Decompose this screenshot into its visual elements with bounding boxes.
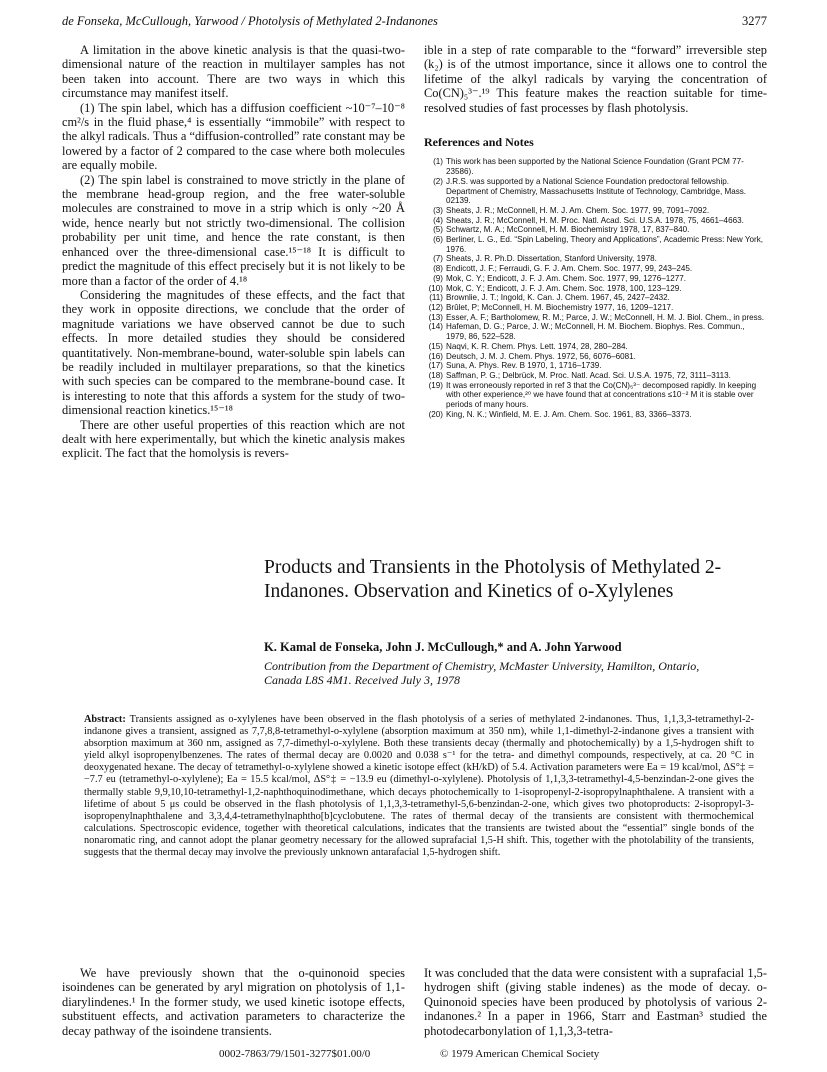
body-paragraph-left: We have previously shown that the o-quinonoid species isoindenes can be generated by aryl migration on photolysis of 1,1-diarylindenes.¹ In the former study, we used kinetic isotope effects, substituent effects, and activation parameters to characterize the decay pathway of the isoindene transients. — [62, 966, 405, 1038]
reference-text: Saffman, P. G.; Delbrück, M. Proc. Natl. Acad. Sci. U.S.A. 1975, 72, 3111–3113. — [446, 370, 731, 380]
reference-text: King, N. K.; Winfield, M. E. J. Am. Chem. Soc. 1961, 83, 3366–3373. — [446, 409, 692, 419]
reference-text: Naqvi, K. R. Chem. Phys. Lett. 1974, 28, 280–284. — [446, 341, 628, 351]
reference-text: Deutsch, J. M. J. Chem. Phys. 1972, 56, 6076–6081. — [446, 351, 636, 361]
paragraph: (1) The spin label, which has a diffusion coefficient ~10⁻⁷–10⁻⁸ cm²/s in the fluid phase,⁴ is essentially “immobile” with respect to the alkyl radicals. Thus a “diffusion-controlled” rate constant may be lowered by a factor of 2 compared to the case where both molecules are equally mobile. — [62, 100, 405, 173]
page-number: 3277 — [742, 14, 767, 28]
reference-text: Mok, C. Y.; Endicott, J. F. J. Am. Chem. Soc. 1977, 99, 1276–1277. — [446, 273, 686, 283]
paragraph: Considering the magnitudes of these effects, and the fact that they work in opposite directions, we conclude that the order of magnitude variations we have observed cannot be due to such effects. In more detailed studies they should be considered quantitatively. Non-membrane-bound, water-soluble spin labels can be readily included in multilayer preparations, so that the kinetics with such species can be compared to the membrane-bound case. It is interesting to note that this affords a system for the study of two-dimensional reaction kinetics.¹⁵⁻¹⁸ — [62, 287, 405, 418]
reference-number: (8) — [433, 264, 443, 274]
reference-number: (15) — [428, 341, 443, 351]
reference-text: Esser, A. F.; Bartholomew, R. M.; Parce, J. W.; McConnell, H. M. J. Biol. Chem., in press. — [446, 312, 764, 322]
body-paragraph-right: It was concluded that the data were consistent with a suprafacial 1,5-hydrogen shift (giving stable indenes) as the mode of decay. o-Quinonoid species have been produced by photolysis of various 2-indanones.² In a paper in 1966, Starr and Eastman³ studied the photodecarbonylation of 1,1,3,3-tetra- — [424, 966, 767, 1038]
reference-item — [424, 216, 767, 226]
reference-number: (2) — [433, 176, 443, 186]
reference-item — [424, 313, 767, 323]
reference-number: (6) — [433, 235, 443, 245]
article-title: Products and Transients in the Photolysis of Methylated 2-Indanones. Observation and Kinetics of o-Xylylenes — [264, 557, 722, 602]
reference-item — [424, 322, 767, 341]
reference-number: (14) — [428, 322, 443, 332]
reference-number: (18) — [428, 370, 443, 380]
reference-number: (16) — [428, 351, 443, 361]
paragraph: A limitation in the above kinetic analysis is that the quasi-two-dimensional nature of the reaction in multilayer samples has not been taken into account. There are two ways in which this circumstance may manifest itself. — [62, 43, 405, 101]
left-column — [62, 43, 405, 461]
paragraph: ible in a step of rate comparable to the “forward” irreversible step (k₂) is of the utmost importance, since it allows one to control the lifetime of the alkyl radicals by varying the concentration of Co(CN)₅³⁻.¹⁹ This feature makes the reaction suitable for time-resolved studies of fast processes by flash photolysis. — [424, 43, 767, 115]
paragraph: There are other useful properties of this reaction which are not dealt with here experimentally, but which the kinetic analysis makes explicit. The fact that the homolysis is revers- — [62, 417, 405, 461]
paragraph: (2) The spin label is constrained to move strictly in the plane of the membrane head-group region, and the free water-soluble molecules are constrained to move in a strip which is only ~20 Å wide, hence nearly but not strictly two-dimensional. The collision probability per unit time, and hence the rate constant, is then enhanced over the three-dimensional case.¹⁵⁻¹⁸ It is difficult to predict the magnitude of this effect precisely but it is not likely to be more than a factor of the order of 4.¹⁸ — [62, 172, 405, 288]
reference-item — [424, 371, 767, 381]
reference-number: (12) — [428, 302, 443, 312]
reference-text: Suna, A. Phys. Rev. B 1970, 1, 1716–1739. — [446, 361, 602, 371]
reference-number: (11) — [429, 293, 443, 303]
reference-item — [424, 264, 767, 274]
article-authors: K. Kamal de Fonseka, John J. McCullough,* and A. John Yarwood — [264, 640, 622, 654]
reference-text: Hafeman, D. G.; Parce, J. W.; McConnell, H. M. Biochem. Biophys. Res. Commun., 1979, 86, 522–528. — [446, 322, 745, 342]
reference-number: (10) — [428, 283, 443, 293]
reference-item — [424, 284, 767, 294]
reference-item — [424, 225, 767, 235]
reference-number: (7) — [433, 254, 443, 264]
reference-text: Mok, C. Y.; Endicott, J. F. J. Am. Chem. Soc. 1978, 100, 123–129. — [446, 283, 682, 293]
reference-item — [424, 293, 767, 303]
reference-text: It was erroneously reported in ref 3 that the Co(CN)₅³⁻ decomposed rapidly. In keeping with other experience,²⁰ we have found that at concentrations ≤10⁻² M it is stable over periods of many hours. — [446, 380, 757, 410]
reference-item — [424, 342, 767, 352]
reference-item — [424, 235, 767, 254]
reference-item — [424, 157, 767, 176]
reference-list — [424, 157, 767, 419]
reference-text: Sheats, J. R. Ph.D. Dissertation, Stanford University, 1978. — [446, 254, 657, 264]
reference-item — [424, 303, 767, 313]
reference-item — [424, 177, 767, 206]
reference-number: (1) — [433, 157, 443, 167]
running-title: de Fonseka, McCullough, Yarwood / Photolysis of Methylated 2-Indanones — [62, 14, 438, 28]
reference-text: Endicott, J. F.; Ferraudi, G. F. J. Am. Chem. Soc. 1977, 99, 243–245. — [446, 264, 693, 274]
footer-code: 0002-7863/79/1501-3277$01.00/0 — [219, 1048, 371, 1060]
abstract — [84, 714, 754, 859]
reference-number: (5) — [433, 225, 443, 235]
reference-item — [424, 352, 767, 362]
reference-text: Sheats, J. R.; McConnell, H. M. J. Am. Chem. Soc. 1977, 99, 7091–7092. — [446, 205, 710, 215]
reference-text: This work has been supported by the National Science Foundation (Grant PCM 77-23586). — [446, 157, 744, 177]
reference-item — [424, 410, 767, 420]
reference-text: Brownlie, J. T.; Ingold, K. Can. J. Chem. 1967, 45, 2427–2432. — [446, 293, 670, 303]
reference-number: (17) — [428, 361, 443, 371]
abstract-label: Abstract: — [84, 714, 126, 725]
reference-item — [424, 254, 767, 264]
reference-text: J.R.S. was supported by a National Science Foundation predoctoral fellowship. Department of Chemistry, Massachusetts Institute of Technology, Cambridge, Mass. 02139. — [446, 176, 747, 206]
references-heading: References and Notes — [424, 135, 534, 150]
footer-copyright: © 1979 American Chemical Society — [440, 1048, 600, 1060]
reference-text: Brûlet, P; McConnell, H. M. Biochemistry 1977, 16, 1209–1217. — [446, 302, 674, 312]
reference-number: (13) — [428, 312, 443, 322]
reference-number: (20) — [428, 409, 443, 419]
reference-number: (19) — [428, 380, 443, 390]
right-column — [424, 43, 767, 419]
article-affiliation: Contribution from the Department of Chemistry, McMaster University, Hamilton, Ontario, Canada L8S 4M1. Received July 3, 1978 — [264, 659, 700, 687]
reference-number: (9) — [433, 273, 443, 283]
running-header — [62, 14, 767, 32]
reference-item — [424, 381, 767, 410]
reference-text: Berliner, L. G., Ed. “Spin Labeling, Theory and Applications”, Academic Press: New York, 1976. — [446, 235, 764, 254]
reference-item — [424, 274, 767, 284]
reference-text: Schwartz, M. A.; McConnell, H. M. Biochemistry 1978, 17, 837–840. — [446, 225, 690, 235]
reference-item — [424, 361, 767, 371]
reference-number: (3) — [433, 205, 443, 215]
reference-item — [424, 206, 767, 216]
reference-text: Sheats, J. R.; McConnell, H. M. Proc. Natl. Acad. Sci. U.S.A. 1978, 75, 4661–4663. — [446, 215, 744, 225]
abstract-text: Transients assigned as o-xylylenes have been observed in the flash photolysis of a series of methylated 2-indanones. Thus, 1,1,3,3-tetramethyl-2-indanone gives a transient, assigned as 7,7,8,8-tetramethyl-o-xylylene (absorption maximum at 350 nm), while 1,1-dimethyl-2-indanone gives a transient with absorption maximum at 360 nm, assigned as 7,7-dimethyl-o-xylylene. Both these transients decay (thermally and photochemically) by a 1,5-hydrogen shift to yield alkyl isopropenylbenzenes. The rates of thermal decay are 0.0020 and 0.038 s⁻¹ for the tetra- and dimethyl compounds, respectively, at ca. 20 °C in deoxygenated hexane. The decay of tetramethyl-o-xylylene showed a kinetic isotope effect (kH/kD) of 5.4. Activation parameters were Ea = 19 kcal/mol, ΔS°‡ = −7.7 eu (tetramethyl-o-xylylene); Ea = 15.5 kcal/mol, ΔS°‡ = −13.9 eu (dimethyl-o-xylylene). Photolysis of 1,1,3,3-tetramethyl-4,5-benzindan-2-one gives the thermally stable 9,9,10,10-tetramethyl-1,2-naphthoquinodimethane, which decays photochemically to 1-isopropenyl-2-isopropylnaphthalene. A transient with a lifetime of about 5 μs could be observed in the flash photolysis of 1,1,3,3-tetramethyl-5,6-benzindan-2-one, which gives two photoproducts: 2-isopropyl-3-isopropenylnaphthalene and 3,3,4,4-tetramethylnaphtho[b]cyclobutene. The rates of thermal decay of the transients are consistent with thermochemical calculations. Spectroscopic evidence, together with theoretical calculations, indicates that the transients are twisted about the “essential” single bonds of the nonaromatic ring, and cannot adopt the planar geometry necessary for the allowed suprafacial 1,5-H shift. This, together with the photolability of the transients, suggests that the thermal decay may involve the previously unknown antarafacial 1,5-hydrogen shift. — [84, 714, 755, 859]
reference-number: (4) — [433, 215, 443, 225]
